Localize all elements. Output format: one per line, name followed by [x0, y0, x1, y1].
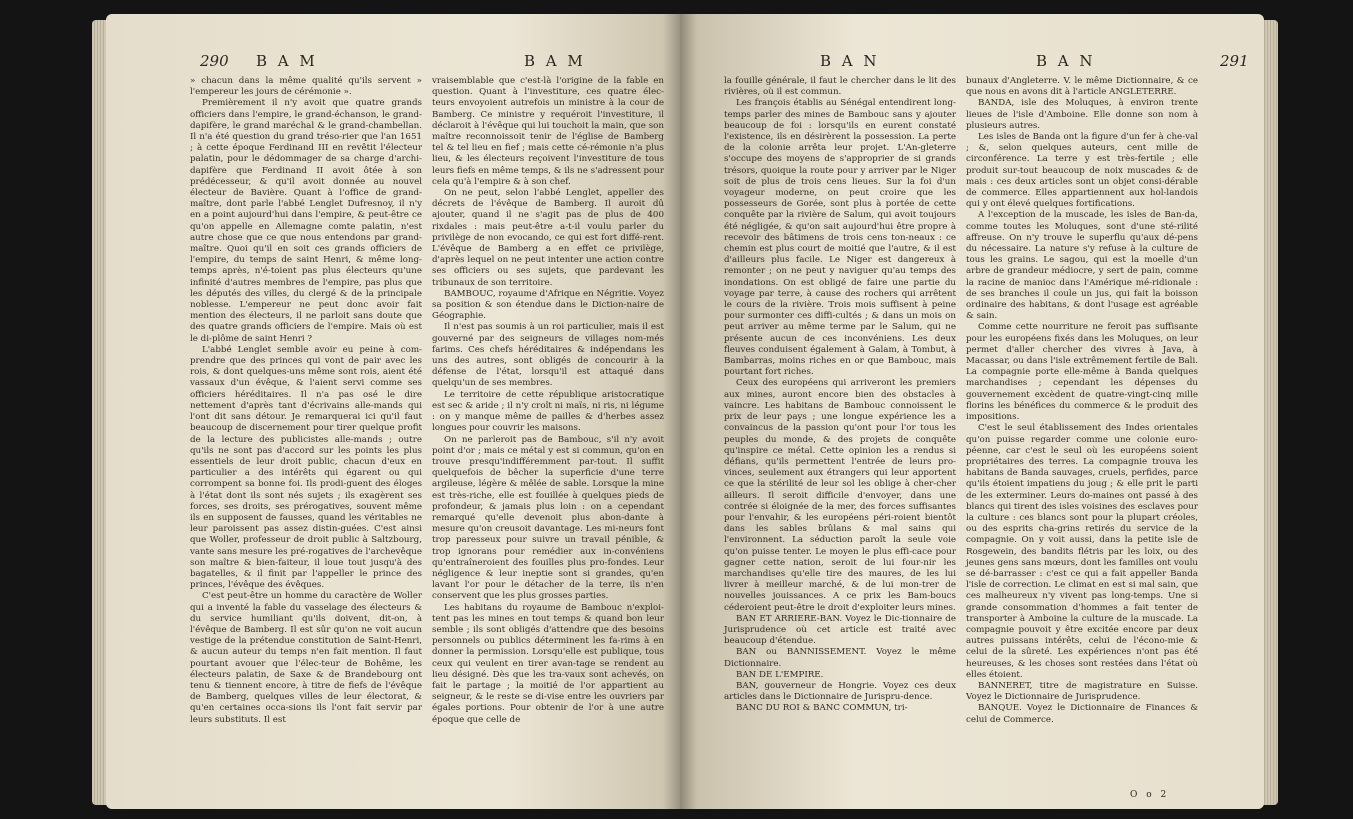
paragraph: Les françois établis au Sénégal entendirent long-temps parler des mines de Bambouc sans y ajouter beaucoup de foi : lorsqu'ils en eurent constaté l'existence, ils en désirèrent la possession. La perte de la colonie arrêta leur projet. L'An-gleterre s'occupe des moyens de s'approprier de si grands trésors, quoique la route pour y arriver par le Niger soit de plus de trois cens lieues. Sur la foi d'un voyageur moderne, on peut croire que les possesseurs de Gorée, sont plus à portée de cette conquête par la rivière de Salum, qui avoit toujours été négligée, & qu'on sait aujourd'hui être propre à recevoir des bâtimens de trois cens ton-neaux : ce chemin est plus court de moitié que l'autre, & il est d'ailleurs plus facile. Le Niger est dangereux à remonter ; on ne peut y naviguer qu'au temps des inondations. On est obligé de faire une partie du voyage par terre, à cause des rochers qui arrêtent le cours de la rivière. Trois mois suffisent à peine pour surmonter ces diffi-cultés ; & dans un mois on peut arriver au même terme par le Salum, qui ne présente aucun de ces inconvéniens. Les deux fleuves conduisent également à Galam, à Tombut, à Bambarras, moins riches en or que Bambouc, mais pourtant fort riches. [724, 98, 956, 378]
paragraph: BAMBOUC, royaume d'Afrique en Négritie. Voyez sa position & son étendue dans le Diction-naire de Géographie. [432, 288, 664, 322]
left-column-2 [432, 76, 664, 726]
paragraph: On ne peut, selon l'abbé Lenglet, appeller des décrets de l'évêque de Bamberg. Il auroit dû ajouter, quand il ne s'agit pas de plus de 400 rixdales : mais peut-être a-t-il voulu parler du privilège de non evocando, ce qui est fort diffé-rent. L'évêque de Bamberg a en effet ce privilège, d'après lequel on ne peut intenter une action contre ses officiers ou ses sujets, que pardevant les tribunaux de son territoire. [432, 188, 664, 288]
left-column-1 [190, 76, 422, 726]
paragraph: Comme cette nourriture ne feroit pas suffisante pour les européens fixés dans les Moluques, on leur permet d'aller chercher des vivres à Java, à Macassar, ou dans l'isle extrêmement fertile de Bali. La compagnie porte elle-même à Banda quelques marchandises ; cependant les dépenses du gouvernement excèdent de quatre-vingt-cinq mille florins les bénéfices du commerce & le produit des impositions. [966, 322, 1198, 423]
left-header-right: B A M [524, 52, 586, 70]
paragraph: BANDA, isle des Moluques, à environ trente lieues de l'isle d'Amboine. Elle donne son nom à plusieurs autres. [966, 98, 1198, 131]
left-page-number: 290 [200, 52, 229, 70]
paragraph: » chacun dans la même qualité qu'ils servent » l'empereur les jours de cérémonie ». [190, 76, 422, 98]
paragraph: C'est peut-être un homme du caractère de Woller qui a inventé la fable du vasselage des électeurs & du service humiliant qu'ils doivent, dit-on, à l'évêque de Bamberg. Il est sûr qu'on ne voit aucun vestige de la prétendue constitution de Saint-Henri, & aucun auteur du temps n'en fait mention. Il faut pourtant avouer que l'élec-teur de Bohême, les électeurs palatin, de Saxe & de Brandebourg ont tenu & tiennent encore, à titre de fiefs de l'évêque de Bamberg, quelques villes de leur électorat, & qu'en certaines occa-sions ils l'ont fait servir par leurs substituts. Il est [190, 591, 422, 725]
paragraph: L'abbé Lenglet semble avoir eu peine à com-prendre que des princes qui vont de pair avec les rois, & dont quelques-uns même sont rois, aient été vassaux d'un évêque, & l'aient servi comme ses officiers héréditaires. Il n'a pas osé le dire nettement d'après tant d'écrivains alle-mands qui l'ont dit sans détour. Je remarquerai ici qu'il faut beaucoup de discernement pour tirer quelque profit de la lecture des publicistes alle-mands ; outre qu'ils ne sont pas d'accord sur les points les plus essentiels de leur droit public, chacun d'eux en particulier a des intérêts qui égarent ou qui corrompent sa bonne foi. Ils prodi-guent des éloges à l'état dont ils sont nés sujets ; ils exagèrent ses forces, ses droits, ses prérogatives, souvent même ils en supposent de fausses, quand les véritables ne leur paroissent pas assez distin-guées. C'est ainsi que Woller, professeur de droit public à Saltzbourg, vante sans mesure les pré-rogatives de l'archevêque son maître & bien-faiteur, il loue tout jusqu'à des bagatelles, & il finit par l'appeller le prince des princes, l'évêque des évêques. [190, 344, 422, 591]
paragraph: la fouille générale, il faut le chercher dans le lit des rivières, où il est commun. [724, 76, 956, 98]
paragraph: BANQUE. Voyez le Dictionnaire de Finances & celui de Commerce. [966, 703, 1198, 725]
right-page-number: 291 [1220, 52, 1249, 70]
page-edges-right [1262, 20, 1278, 805]
paragraph: Premièrement il n'y avoit que quatre grands officiers dans l'empire, le grand-échanson, le grand-dapifère, le grand maréchal & le grand-chambellan. Il n'a été question du grand tréso-rier que l'an 1651 ; à cette époque Ferdinand III en revêtit l'électeur palatin, pour le dédommager de sa charge d'archi-dapifère que Ferdinand II avoit ôtée à son prédécesseur, & qu'il avoit donnée au nouvel électeur de Bavière. Quant à l'office de grand-maître, dont parle l'abbé Lenglet Dufresnoy, il n'y en a point aujourd'hui dans l'empire, & peut-être ce qu'on appelle en Allemagne comte palatin, n'est autre chose que ce que nous entendons par grand-maître. Quoi qu'il en soit ces grands officiers de l'empire, du temps de saint Henri, & même long-temps après, n'é-toient pas plus électeurs qu'une infinité d'autres membres de l'empire, pas plus que les députés des villes, du clergé & de la principale noblesse. L'empereur ne peut donc avoir fait mention des électeurs, il ne parloit sans doute que des quatre grands officiers de l'empire. Mais où est le di-plôme de saint Henri ? [190, 98, 422, 344]
paragraph: On ne parleroit pas de Bambouc, s'il n'y avoit point d'or ; mais ce métal y est si commun, qu'on en trouve presqu'indifféremment par-tout. Il suffit quelquefois de bêcher la superficie d'une terre argileuse, légère & mêlée de sable. Lorsque la mine est très-riche, elle est fouillée à quelques pieds de profondeur, & jamais plus loin : on a cependant remarqué qu'elle devenoit plus abon-dante à mesure qu'on creusoit davantage. Les mi-neurs font trop paresseux pour suivre un travail pénible, & trop ignorans pour remédier aux in-convéniens qu'entraîneroient des fouilles plus pro-fondes. Leur négligence & leur ineptie sont si grandes, qu'en lavant l'or pour le détacher de la terre, ils n'en conservent que les plus grosses parties. [432, 434, 664, 602]
left-page [106, 14, 680, 809]
paragraph: BAN ET ARRIERE-BAN. Voyez le Dic-tionnaire de Jurisprudence où cet article est traité avec beaucoup d'étendue. [724, 613, 956, 647]
paragraph: BANC DU ROI & BANC COMMUN, tri- [736, 703, 908, 714]
paragraph: Ceux des européens qui arriveront les premiers aux mines, auront encore bien des obstacles à vaincre. Les habitans de Bambouc connoissent le prix de leur pays ; une longue expérience les a convaincus de la passion qu'ont pour l'or tous les peuples du monde, & des projets de conquête qu'inspire ce métal. Cette opinion les a rendus si défians, qu'ils permettent l'entrée de leurs pro-vinces, seulement aux étrangers qui leur apportent ce que la stérilité de leur sol les oblige à cher-cher ailleurs. Il seroit difficile d'envoyer, dans une contrée si éloignée de la mer, des forces suffisantes pour l'envahir, & les européens péri-roient bientôt dans les sables brûlans & mal sains qui l'environnent. La séduction paroît la seule voie qu'on puisse tenter. Le moyen le plus effi-cace pour gagner cette nation, seroit de lui four-nir les marchandises qu'elle tire des maures, de les lui livrer à meilleur marché, & de lui mon-trer de nouvelles jouissances. A ce prix les Bam-boucs céderoient peut-être le droit d'exploiter leurs mines. [724, 378, 956, 613]
signature-mark: O o 2 [1130, 790, 1170, 800]
paragraph: vraisemblable que c'est-là l'origine de la fable en question. Quant à l'investiture, ces quatre élec-teurs envoyoient autrefois un ministre à la cour de Bamberg. Ce ministre y requéroit l'investiture, il déclaroit à l'évêque qui lui touchoit la main, que son maître reconnoissoit tenir de l'église de Bamberg tel & tel lieu en fief ; mais cette cé-rémonie n'a plus lieu, & les électeurs reçoivent l'investiture de tous leurs fiefs en même temps, & ils ne s'adressent pour cela qu'à l'empire & à son chef. [432, 76, 664, 187]
paragraph: C'est le seul établissement des Indes orientales qu'on puisse regarder comme une colonie euro-péenne, car c'est le seul où les européens soient propriétaires des terres. La compagnie trouva les habitans de Banda sauvages, cruels, perfides, parce qu'ils étoient impatiens du joug ; & elle prit le parti de les exterminer. Leurs do-maines ont passé à des blancs qui tirent des isles voisines des esclaves pour la culture : ces blancs sont pour la plupart créoles, ou des esprits cha-grins retirés du service de la compagnie. On y voit aussi, dans la petite isle de Rosgewein, des bandits flétris par les loix, ou des jeunes gens sans mœurs, dont les familles ont voulu se dé-barrasser : c'est ce qui a fait appeller Banda l'isle de correction. Le climat en est si mal sain, que ces malheureux n'y vivent pas long-temps. Une si grande consommation d'hommes a fait tenter de transporter à Amboine la culture de la muscade. La compagnie pouvoit y être excitée encore par deux autres puissans intérêts, celui de l'écono-mie & celui de la sûreté. Les expériences n'ont pas été heureuses, & les choses sont restées dans l'état où elles étoient. [966, 423, 1198, 680]
paragraph: bunaux d'Angleterre. V. le même Dictionnaire, & ce que nous en avons dit à l'article ANGLETERRE. [966, 76, 1198, 98]
paragraph: BAN, gouverneur de Hongrie. Voyez ces deux articles dans le Dictionnaire de Jurispru-dence. [724, 680, 956, 703]
paragraph: Il n'est pas soumis à un roi particulier, mais il est gouverné par des seigneurs de villages nom-més farims. Ces chefs héréditaires & indépendans les uns des autres, sont obligés de concourir à la défense de l'état, lorsqu'il est attaqué dans quelqu'un de ses membres. [432, 322, 664, 389]
paragraph: Les isles de Banda ont la figure d'un fer à che-val ; &, selon quelques auteurs, cent mille de circonférence. La terre y est très-fertile ; elle produit sur-tout beaucoup de noix muscades & de mais : ces deux articles sont un objet consi-dérable de commerce. Elles appartiennent aux hol-landois qui y ont élevé quelques fortifications. [966, 132, 1198, 210]
right-column-2 [966, 76, 1198, 726]
right-header-right: B A N [1036, 52, 1096, 70]
left-header-left: B A M [256, 52, 318, 70]
right-page [680, 14, 1264, 809]
paragraph: BANNERET, titre de magistrature en Suisse. Voyez le Dictionnaire de Jurisprudence. [966, 680, 1198, 703]
paragraph: A l'exception de la muscade, les isles de Ban-da, comme toutes les Moluques, sont d'une sté-rilité affreuse. On n'y trouve le superflu qu'aux dé-pens du nécessaire. La nature s'y refuse à la culture de tous les grains. Le sagou, qui est la moelle d'un arbre de grandeur médiocre, y sert de pain, comme la racine de manioc dans l'Amérique mé-ridionale : de ses branches il coule un jus, qui fait la boisson ordinaire des habitans, & dont l'usage est agréable & sain. [966, 210, 1198, 322]
paragraph: Les habitans du royaume de Bambouc n'exploi-tent pas les mines en tout temps & quand bon leur semble ; ils sont obligés d'attendre que des besoins personnels ou publics déterminent les fa-rims à en donner la permission. Lorsqu'elle est publique, tous ceux qui veulent en tirer avan-tage se rendent au lieu désigné. Dès que les tra-vaux sont achevés, on fait le partage ; la moitié de l'or appartient au seigneur, & le reste se di-vise entre les ouvriers par égales portions. Pour obtenir de l'or à une autre époque que celle de [432, 602, 664, 725]
paragraph: BAN DE L'EMPIRE. [736, 669, 824, 680]
right-header-left: B A N [820, 52, 880, 70]
paragraph: BAN ou BANNISSEMENT. Voyez le même Dictionnaire. [724, 647, 956, 669]
paragraph: Le territoire de cette république aristocratique est sec & aride ; il n'y croît ni maïs, ni ris, ni légume : on y manque même de pailles & d'herbes assez longues pour couvrir les maisons. [432, 389, 664, 434]
right-column-1 [724, 76, 956, 715]
